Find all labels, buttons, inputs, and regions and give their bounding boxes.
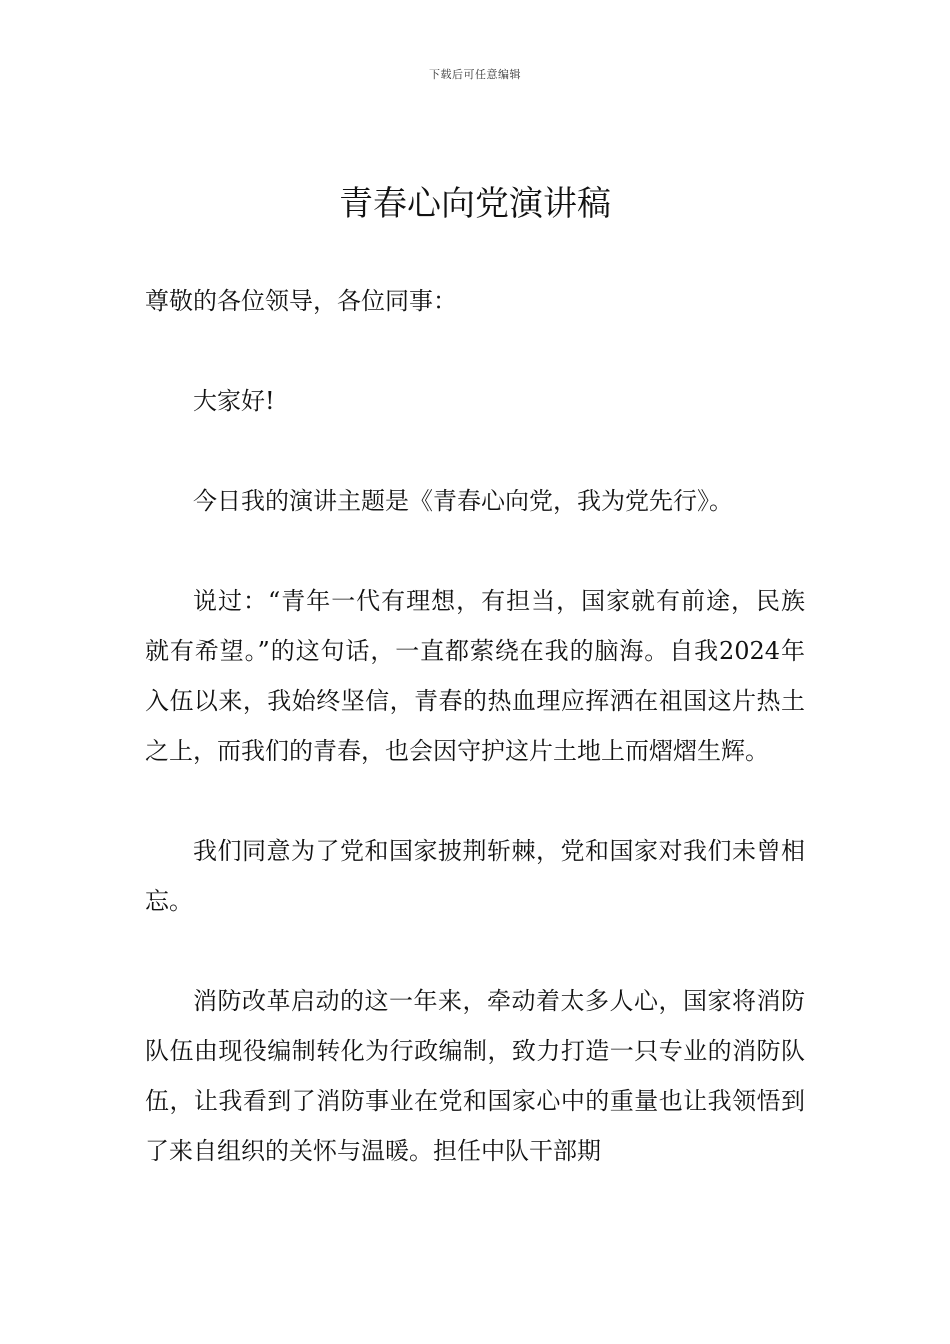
paragraph-reform: 消防改革启动的这一年来，牵动着太多人心，国家将消防队伍由现役编制转化为行政编制，致力打造一只专业的消防队伍，让我看到了消防事业在党和国家心中的重量也让我领悟到了来自组织的关怀与温暖。担任中队干部期 (145, 987, 805, 1165)
salutation: 尊敬的各位领导，各位同事： (145, 287, 457, 315)
paragraph-theme: 今日我的演讲主题是《青春心向党，我为党先行》。 (193, 487, 733, 515)
header-note: 下载后可任意编辑 (429, 68, 521, 81)
paragraph-greeting: 大家好! (193, 387, 275, 415)
paragraph-quote: 说过：“青年一代有理想，有担当，国家就有前途，民族就有希望。”的这句话，一直都萦绕在我的脑海。自我2024年入伍以来，我始终坚信，青春的热血理应挥洒在祖国这片热土之上，而我们的青春，也会因守护这片土地上而熠熠生辉。 (145, 587, 805, 765)
paragraph-commitment: 我们同意为了党和国家披荆斩棘，党和国家对我们未曾相忘。 (145, 837, 805, 915)
document-title: 青春心向党演讲稿 (339, 184, 611, 224)
document-body (145, 276, 805, 1226)
